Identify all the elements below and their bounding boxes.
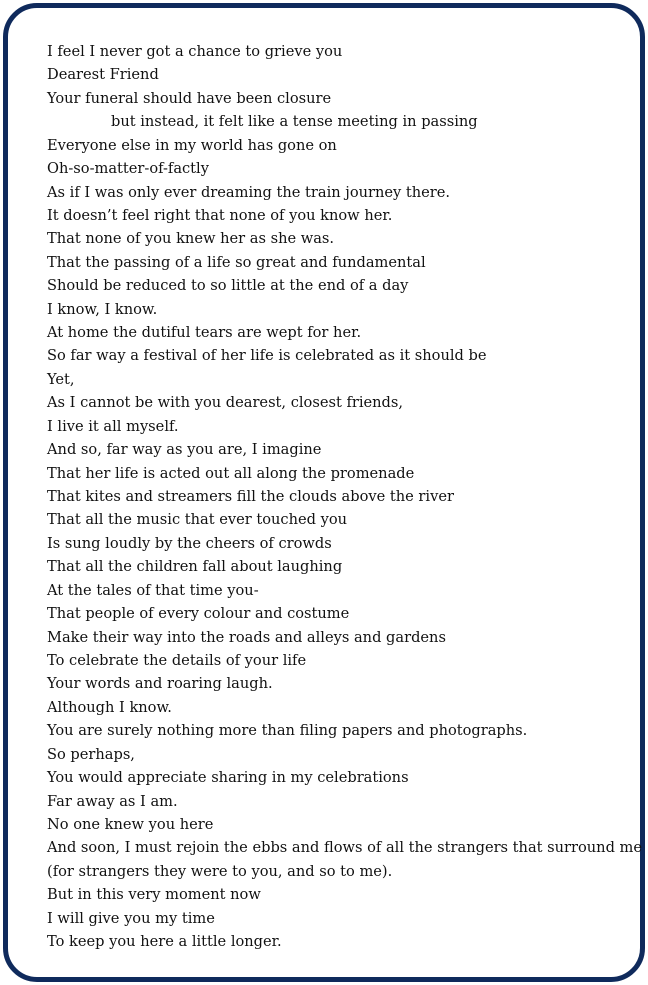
poem-line: Although I know. xyxy=(47,698,172,716)
poem-line: That her life is acted out all along the promenade xyxy=(47,464,415,482)
poem-line: Dearest Friend xyxy=(47,66,159,84)
poem-line: To celebrate the details of your life xyxy=(47,651,307,669)
poem-line: Make their way into the roads and alleys and gardens xyxy=(47,628,446,646)
poem-line: (for strangers they were to you, and so to me). xyxy=(47,862,393,880)
poem-line: I know, I know. xyxy=(47,300,158,318)
poem-line: You are surely nothing more than filing papers and photographs. xyxy=(47,722,528,740)
poem-line: That kites and streamers fill the clouds above the river xyxy=(47,488,454,506)
poem-line: Is sung loudly by the cheers of crowds xyxy=(47,534,332,552)
poem-line: Your words and roaring laugh. xyxy=(47,675,273,693)
poem-line: It doesn’t feel right that none of you know her. xyxy=(47,206,393,224)
poem-line: Your funeral should have been closure xyxy=(47,89,332,107)
poem-line: So perhaps, xyxy=(47,745,135,763)
poem-line: As if I was only ever dreaming the train journey there. xyxy=(47,183,451,201)
poem-line: I live it all myself. xyxy=(47,417,179,435)
poem-line: Far away as I am. xyxy=(47,792,178,810)
poem-line: That the passing of a life so great and fundamental xyxy=(47,253,426,271)
poem-line: As I cannot be with you dearest, closest friends, xyxy=(47,394,404,412)
poem-line: And so, far way as you are, I imagine xyxy=(47,441,322,459)
poem-line: I will give you my time xyxy=(47,909,215,927)
poem-line: Oh-so-matter-of-factly xyxy=(47,160,209,178)
poem-line: That people of every colour and costume xyxy=(47,605,350,623)
poem-line: And soon, I must rejoin the ebbs and flows of all the strangers that surround me xyxy=(47,839,643,857)
poem-line: You would appreciate sharing in my celebrations xyxy=(47,769,409,787)
poem-line: but instead, it felt like a tense meeting in passing xyxy=(111,113,478,131)
poem-text xyxy=(47,40,642,953)
poem-line: To keep you here a little longer. xyxy=(47,933,282,951)
poem-line: Yet, xyxy=(47,370,75,388)
poem-line: So far way a festival of her life is celebrated as it should be xyxy=(47,347,487,365)
poem-line: That all the music that ever touched you xyxy=(47,511,348,529)
poem-line: That all the children fall about laughing xyxy=(47,558,343,576)
poem-line: I feel I never got a chance to grieve you xyxy=(47,43,343,60)
poem-line: Everyone else in my world has gone on xyxy=(47,136,337,154)
poem-line: No one knew you here xyxy=(47,815,214,833)
poem-line: Should be reduced to so little at the end of a day xyxy=(47,277,409,295)
poem-line: At home the dutiful tears are wept for her. xyxy=(47,324,362,342)
poem-line: At the tales of that time you- xyxy=(47,581,259,599)
poem-line: That none of you knew her as she was. xyxy=(47,230,335,248)
poem-card xyxy=(3,3,645,982)
poem-line: But in this very moment now xyxy=(47,886,261,904)
